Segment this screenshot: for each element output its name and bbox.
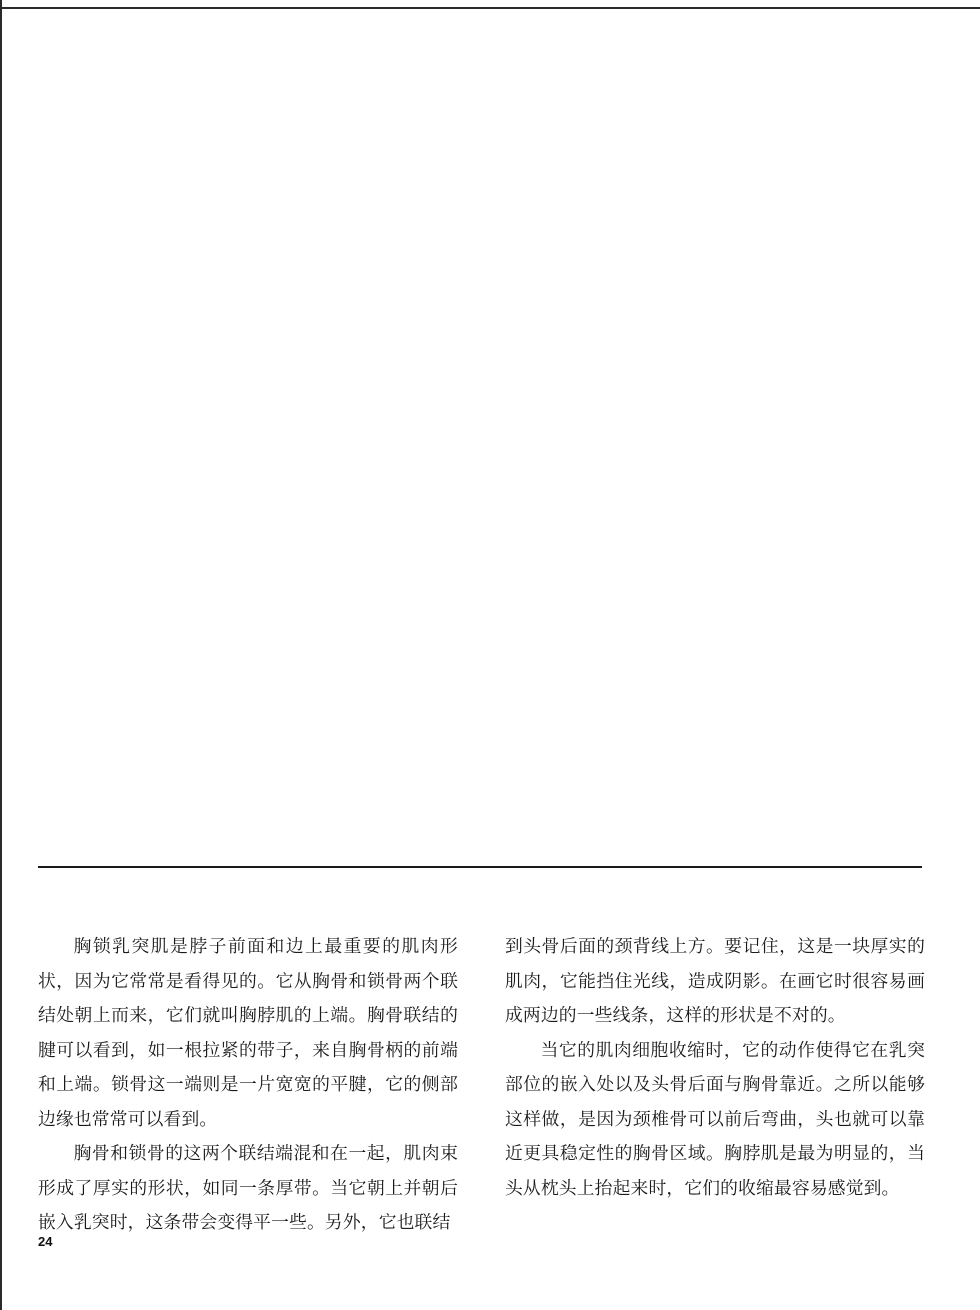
scan-edge-left <box>0 0 2 1310</box>
left-text-column <box>38 930 458 1241</box>
scan-edge-top <box>0 7 980 9</box>
right-text-column <box>505 930 925 1206</box>
paragraph-muscle-contraction: 当它的肌肉细胞收缩时，它的动作使得它在乳突部位的嵌入处以及头骨后面与胸骨靠近。之所以能够这样做，是因为颈椎骨可以前后弯曲，头也就可以靠近更具稳定性的胸骨区域。胸脖肌是最为明显的，当头从枕头上抬起来时，它们的收缩最容易感觉到。 <box>505 1039 925 1199</box>
horizontal-rule <box>38 866 922 868</box>
page-number: 24 <box>38 1234 53 1249</box>
blank-figure-area <box>38 20 922 860</box>
paragraph-continued: 到头骨后面的颈背线上方。要记住，这是一块厚实的肌肉，它能挡住光线，造成阴影。在画它时很容易画成两边的一些线条，这样的形状是不对的。 <box>505 936 925 1026</box>
paragraph-sternocleidomastoid-intro: 胸锁乳突肌是脖子前面和边上最重要的肌肉形状，因为它常常是看得见的。它从胸骨和锁骨两个联结处朝上而来，它们就叫胸脖肌的上端。胸骨联结的腱可以看到，如一根拉紧的带子，来自胸骨柄的前端和上端。锁骨这一端则是一片宽宽的平腱，它的侧部边缘也常常可以看到。 <box>38 936 458 1130</box>
paragraph-muscle-attachments: 胸骨和锁骨的这两个联结端混和在一起，肌肉束形成了厚实的形状，如同一条厚带。当它朝上并朝后嵌入乳突时，这条带会变得平一些。另外，它也联结 <box>38 1143 458 1233</box>
